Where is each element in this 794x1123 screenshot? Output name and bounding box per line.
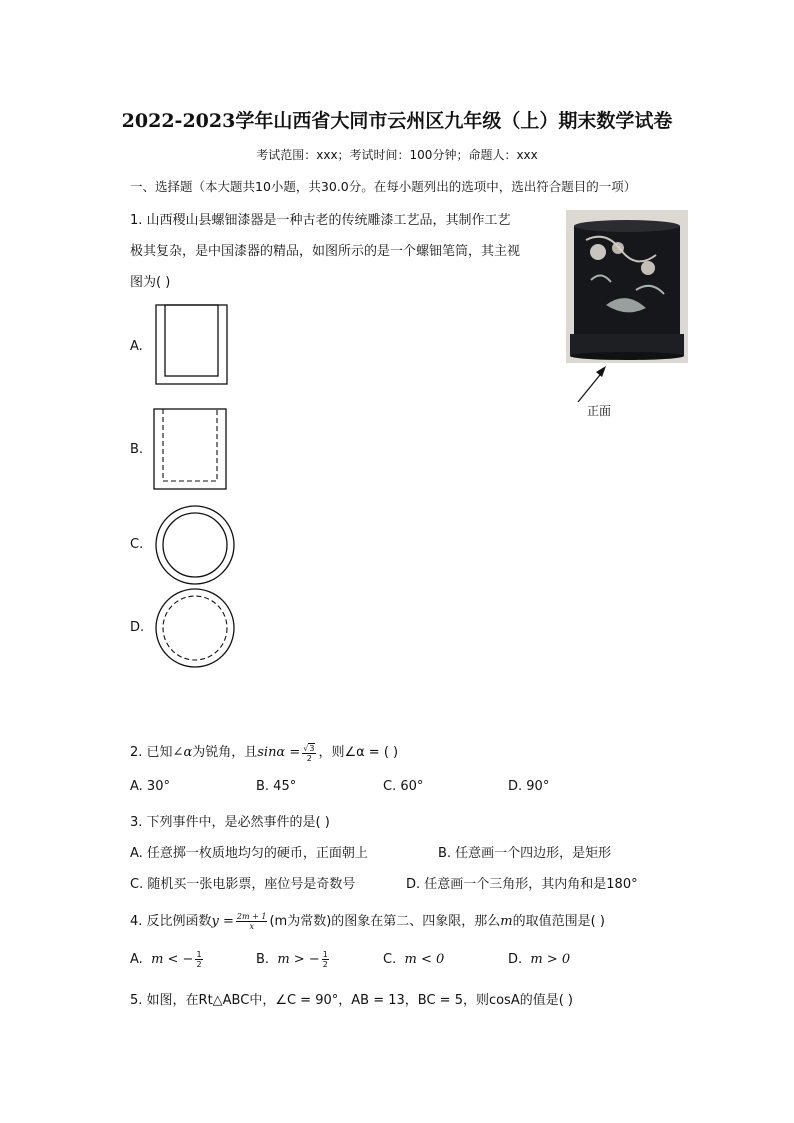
q4-option-a-num: 1 [196,950,202,959]
q1-option-b-label: B. [130,442,144,457]
q4-option-a [130,950,205,969]
q2-sin: sinα = [257,745,301,760]
q3-stem: 3. 下列事件中，是必然事件的是( ) [130,815,330,830]
q4-option-b-fraction [322,950,329,969]
q4-y: y = [211,914,234,929]
q4-num: 2m + 1 [236,912,267,921]
q2-option-b: B. 45° [256,779,297,794]
q2-option-a: A. 30° [130,779,170,794]
q4-tail: 的取值范围是( ) [512,914,605,929]
q2-stem [130,741,398,763]
q4-m: m [500,914,513,929]
page-title: 2022-2023学年山西省大同市云州区九年级（上）期末数学试卷 [121,110,673,132]
exam-meta: 考试范围：xxx；考试时间：100分钟；命题人：xxx [256,148,538,162]
q2-tail: ，则∠α = ( ) [318,745,399,760]
q4-option-b-den: 2 [322,960,328,969]
q2-angle: ∠α [172,745,193,760]
q2-fraction: $\frac{√3}{2}$ [303,743,315,763]
q2-sqrt: 3 [309,743,315,753]
q4-lead: 4. 反比例函数 [130,914,212,929]
photo-label: 正面 [587,404,612,418]
q1-option-a-label: A. [130,339,143,354]
q4-option-b-label: B. [256,952,270,967]
q4-option-c [383,952,444,967]
q1-line1: 1. 山西稷山县螺钿漆器是一种古老的传统雕漆工艺品，其制作工艺 [130,213,511,228]
q4-mid: (m为常数)的图象在第二、四象限，那么 [269,914,501,929]
q2-mid: 为锐角，且 [192,745,258,760]
q4-option-c-label: C. [383,952,397,967]
q4-option-c-expr: m < 0 [404,952,445,967]
q4-option-d [508,952,570,967]
q4-option-b-num: 1 [322,950,328,959]
q4-option-b-expr: m > − [277,952,320,967]
q2-lead: 2. 已知 [130,745,173,760]
q4-option-d-expr: m > 0 [530,952,571,967]
q4-fraction [236,912,268,931]
q3-option-d: D. 任意画一个三角形，其内角和是180° [406,877,638,892]
q3-option-b: B. 任意画一个四边形，是矩形 [438,846,612,861]
q3-option-a: A. 任意掷一枚质地均匀的硬币，正面朝上 [130,846,368,861]
option-a-figure [153,302,233,386]
section-heading: 一、选择题（本大题共10小题，共30.0分。在每小题列出的选项中，选出符合题目的一项） [130,179,637,194]
q4-option-a-expr: m < − [151,952,194,967]
pen-holder-photo [566,210,688,363]
option-b-figure [153,407,233,491]
q4-option-a-fraction [195,950,202,969]
q4-option-a-den: 2 [196,960,202,969]
option-d-figure [153,587,237,671]
q4-den: x [249,922,254,931]
q2-option-d: D. 90° [508,779,550,794]
q1-line2: 极其复杂，是中国漆器的精品，如图所示的是一个螺钿笔筒，其主视 [130,244,521,259]
q1-option-c-label: C. [130,537,144,552]
q4-option-d-label: D. [508,952,523,967]
q1-line3: 图为( ) [130,275,171,290]
q4-stem [130,910,605,931]
q3-option-c: C. 随机买一张电影票，座位号是奇数号 [130,877,356,892]
q5-stem: 5. 如图，在Rt△ABC中，∠C = 90°，AB = 13，BC = 5，则cosA的值是( ) [130,993,574,1008]
q1-option-d-label: D. [130,620,145,635]
q4-option-a-label: A. [130,952,143,967]
option-c-figure [153,504,237,588]
q4-option-b [256,950,331,969]
q2-option-c: C. 60° [383,779,424,794]
pen-holder-image [566,210,688,363]
q2-den: 2 [306,753,312,763]
